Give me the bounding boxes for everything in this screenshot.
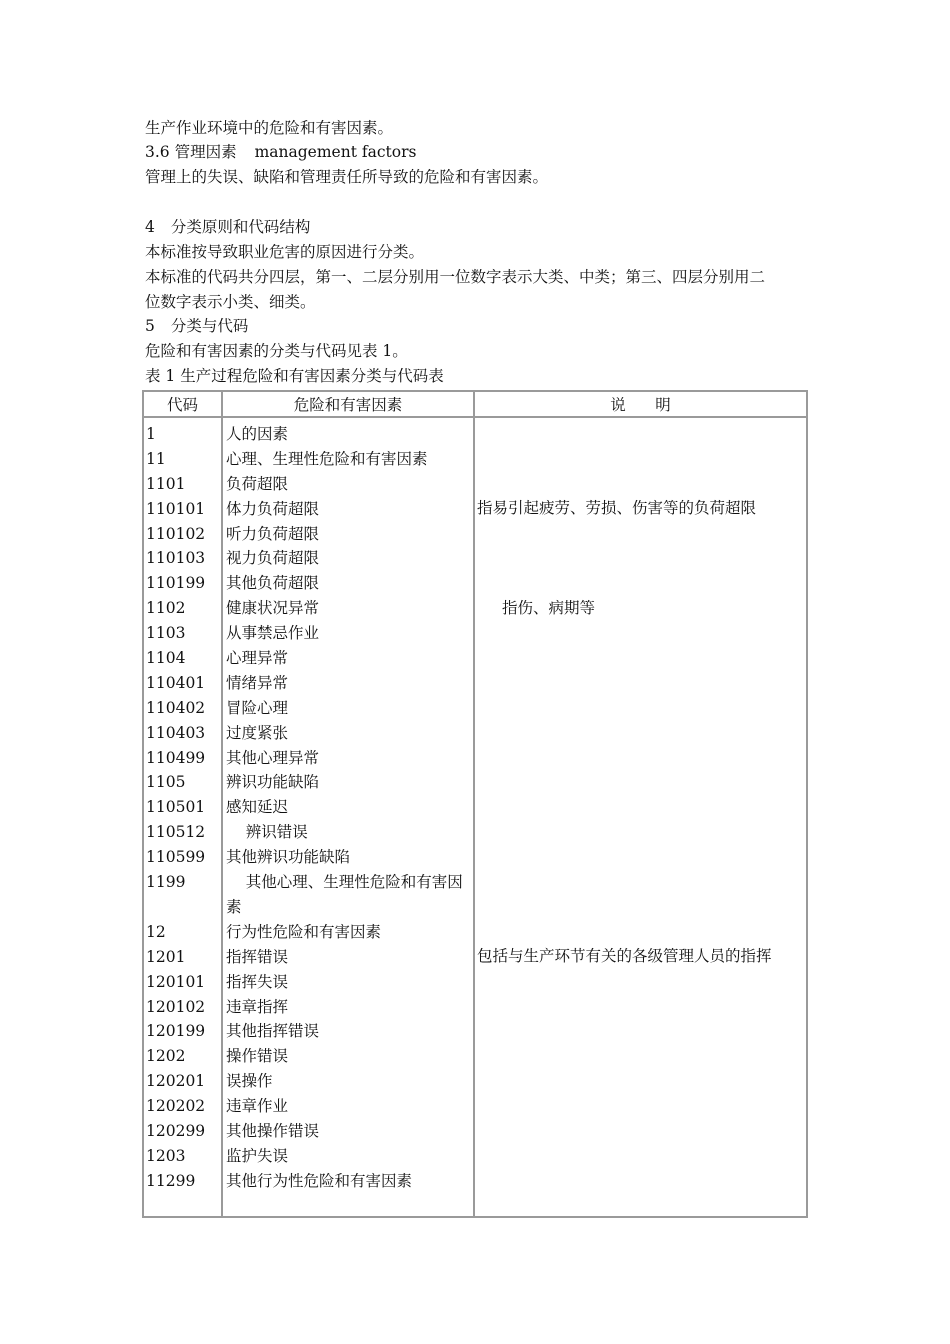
table-cell-code: 110403: [146, 723, 206, 742]
table-cell-factor: 其他辨识功能缺陷: [226, 848, 351, 867]
header-code: 代码: [166, 396, 198, 414]
section-title: 分类与代码: [170, 317, 249, 335]
table-cell-code: 1103: [146, 624, 186, 643]
header-description: 说 明: [610, 396, 671, 414]
table-cell-factor: 听力负荷超限: [226, 524, 320, 543]
table-note-command: 包括与生产环节有关的各级管理人员的指挥: [477, 947, 772, 965]
table-cell-factor: 健康状况异常: [226, 599, 320, 618]
table-cell-factor: 辨识功能缺陷: [226, 773, 320, 792]
factor-column: [226, 422, 474, 1194]
table-cell-code: 110199: [146, 574, 206, 593]
table-cell-code: 1105: [146, 773, 186, 792]
paragraph-classification-principle: 本标准按导致职业危害的原因进行分类。: [145, 243, 425, 261]
table-cell-code: 120199: [146, 1022, 206, 1041]
table-cell-code: 1203: [146, 1146, 186, 1165]
section-heading-3-6: [145, 141, 416, 163]
table-cell-code: 120202: [146, 1097, 206, 1116]
table-cell-factor: 体力负荷超限: [226, 499, 320, 518]
table-cell-code: 110401: [146, 673, 206, 692]
table-cell-code: 110101: [146, 499, 206, 518]
table-cell-factor: 操作错误: [226, 1047, 289, 1066]
table-cell-factor: 过度紧张: [226, 723, 289, 742]
table-cell-code: 1101: [146, 474, 186, 493]
table-cell-factor: 辨识错误: [226, 823, 308, 842]
table-cell-code: 110402: [146, 698, 206, 717]
table-cell-factor: 其他行为性危险和有害因素: [226, 1171, 413, 1190]
section-english-title: management factors: [254, 143, 417, 161]
table-cell-factor: 心理异常: [226, 649, 289, 668]
table-note-physical-load: 指易引起疲劳、劳损、伤害等的负荷超限: [477, 499, 757, 517]
table-cell-factor: 心理、生理性危险和有害因素: [226, 449, 428, 468]
table-cell-code: 11: [146, 449, 166, 468]
table-cell-code: 110103: [146, 549, 206, 568]
table-cell-factor: 冒险心理: [226, 698, 289, 717]
table-cell-code: 110501: [146, 798, 206, 817]
table-cell-factor: 视力负荷超限: [226, 549, 320, 568]
table-cell-factor: 情绪异常: [226, 673, 289, 692]
paragraph-code-structure-line2: 位数字表示小类、细类。: [145, 293, 316, 311]
section-number: 4: [145, 218, 155, 236]
paragraph-management-definition: 管理上的失误、缺陷和管理责任所导致的危险和有害因素。: [145, 168, 549, 186]
table-cell-code: 120102: [146, 997, 206, 1016]
table-cell-code: 120101: [146, 972, 206, 991]
table-cell-code: 1104: [146, 649, 186, 668]
section-heading-5: [145, 315, 248, 337]
table-cell-factor: 其他心理、生理性危险和有害因素: [226, 873, 463, 916]
table-cell-factor: 误操作: [226, 1072, 273, 1091]
table-cell-code: 110102: [146, 524, 206, 543]
table-cell-factor: 其他指挥错误: [226, 1022, 320, 1041]
table-cell-factor: 指挥失误: [226, 972, 289, 991]
table-cell-code: 1: [146, 425, 156, 443]
header-factor: 危险和有害因素: [293, 396, 403, 414]
table-cell-factor: 人的因素: [226, 425, 289, 443]
table-cell-code: 110512: [146, 823, 206, 842]
table-cell-code: 1102: [146, 599, 186, 618]
table-cell-factor: 违章作业: [226, 1097, 289, 1116]
table-cell-factor: 监护失误: [226, 1146, 289, 1165]
table-note-health: 指伤、病期等: [502, 599, 596, 617]
table-cell-code: 110499: [146, 748, 206, 767]
section-heading-4: [145, 216, 310, 238]
table-cell-factor: 感知延迟: [226, 798, 289, 817]
section-number: 5: [145, 317, 155, 335]
paragraph-continuation: 生产作业环境中的危险和有害因素。: [145, 119, 394, 137]
table-caption: 表 1 生产过程危险和有害因素分类与代码表: [145, 367, 444, 385]
table-cell-code: 120201: [146, 1072, 206, 1091]
section-title: 分类原则和代码结构: [170, 218, 311, 236]
table-cell-factor: 负荷超限: [226, 474, 289, 493]
table-cell-factor: 其他操作错误: [226, 1121, 320, 1140]
section-number: 3.6 管理因素: [145, 143, 237, 161]
table-cell-code: 120299: [146, 1121, 206, 1140]
classification-table: [142, 390, 808, 1218]
header-divider: [144, 416, 806, 418]
table-cell-code: 1199: [146, 873, 186, 892]
table-cell-factor: 行为性危险和有害因素: [226, 922, 382, 941]
table-cell-factor: 指挥错误: [226, 947, 289, 966]
paragraph-table-reference: 危险和有害因素的分类与代码见表 1。: [145, 342, 408, 360]
table-cell-factor: 违章指挥: [226, 997, 289, 1016]
table-cell-code: 11299: [146, 1171, 196, 1190]
table-cell-code: 110599: [146, 848, 206, 867]
table-cell-factor: 其他心理异常: [226, 748, 320, 767]
table-cell-code: 12: [146, 922, 166, 941]
table-cell-code: 1202: [146, 1047, 186, 1066]
table-cell-factor: 从事禁忌作业: [226, 624, 320, 643]
table-cell-code: 1201: [146, 947, 186, 966]
code-column: [146, 422, 222, 1194]
table-cell-factor: 其他负荷超限: [226, 574, 320, 593]
paragraph-code-structure-line1: 本标准的代码共分四层，第一、二层分别用一位数字表示大类、中类；第三、四层分别用二: [145, 268, 766, 286]
